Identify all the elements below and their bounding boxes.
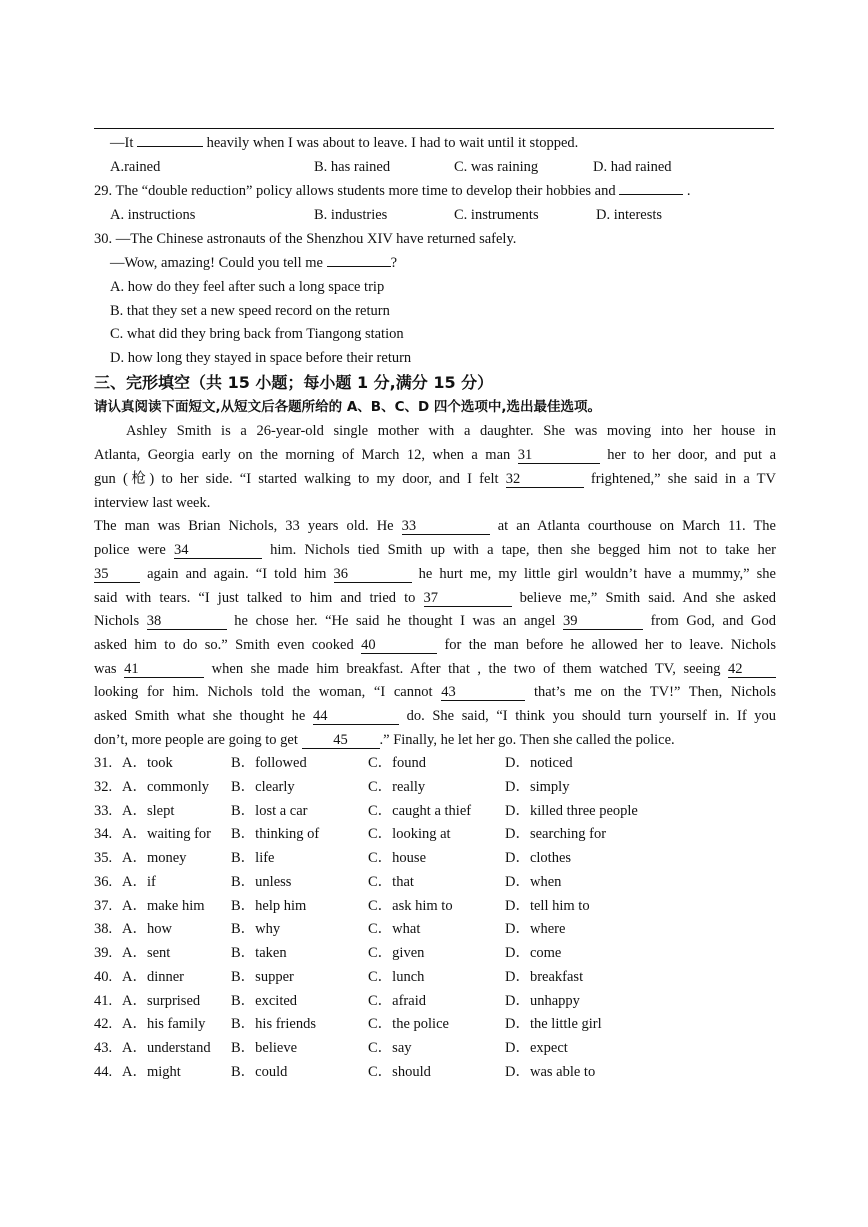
option-a[interactable]: A.rained (110, 159, 161, 175)
passage-line: asked Smith what she thought he 44 do. She said, “I think you should turn yourself in. If you (94, 708, 777, 724)
passage-line: gun (枪) to her side. “I started walking to my door, and I felt 32 frightened,” she said in a TV (94, 471, 777, 487)
question-number: 43. (94, 1040, 113, 1056)
option-b[interactable]: B．excited (231, 992, 298, 1009)
option-a[interactable]: A. instructions (110, 207, 196, 223)
question-number: 38. (94, 921, 113, 938)
option-b[interactable]: B. industries (314, 207, 388, 223)
passage-line: don’t, more people are going to get 45 .” Finally, he let her go. Then she called the police. (94, 732, 675, 748)
option-a[interactable]: A．took (122, 755, 173, 771)
passage-line: The man was Brian Nichols, 33 years old. He 33 at an Atlanta courthouse on March 11. The (94, 518, 776, 534)
option-a[interactable]: A．sent (122, 945, 171, 961)
answer-blank[interactable] (327, 266, 391, 267)
question-number: 31. (94, 755, 113, 771)
option-d[interactable]: D．clothes (505, 850, 572, 866)
option-b[interactable]: B．unless (231, 873, 292, 890)
option-d[interactable]: D．the little girl (505, 1016, 602, 1033)
question-number: 41. (94, 992, 113, 1009)
header-rule (94, 128, 774, 129)
blank-34[interactable]: 34 (174, 542, 262, 559)
option-c[interactable]: C. what did they bring back from Tiangong station (110, 326, 404, 342)
blank-40[interactable]: 40 (361, 637, 437, 654)
question-number: 40. (94, 968, 113, 985)
passage-line: said with tears. “I just talked to him and tried to 37 believe me,” Smith said. And she asked (94, 590, 777, 606)
option-a[interactable]: A．dinner (122, 968, 185, 985)
option-b[interactable]: B．why (231, 921, 281, 938)
option-c[interactable]: C．really (368, 778, 426, 795)
option-b[interactable]: B．help him (231, 897, 307, 914)
option-b[interactable]: B. has rained (314, 159, 391, 175)
option-c[interactable]: C．given (368, 945, 425, 961)
option-c[interactable]: C. was raining (454, 159, 539, 175)
option-c[interactable]: C．lunch (368, 968, 425, 985)
blank-45[interactable]: 45 (302, 732, 380, 749)
passage-line: was 41 when she made him breakfast. After that , the two of them watched TV, seeing 42 (94, 659, 776, 679)
option-c[interactable]: C．found (368, 755, 426, 771)
option-d[interactable]: D．when (505, 873, 562, 890)
question-number: 37. (94, 897, 113, 914)
passage-line: police were 34 him. Nichols tied Smith up with a tape, then she begged him not to take her (94, 542, 777, 558)
option-b[interactable]: B．thinking of (231, 826, 320, 843)
option-a[interactable]: A．might (122, 1063, 181, 1080)
passage-line: asked him to do so.” Smith even cooked 40 for the man before he allowed her to leave. Nichols (94, 637, 777, 653)
blank-37[interactable]: 37 (424, 590, 512, 607)
blank-44[interactable]: 44 (313, 708, 399, 725)
option-a[interactable]: A．make him (122, 897, 205, 914)
option-b[interactable]: B．lost a car (231, 802, 308, 819)
blank-31[interactable]: 31 (518, 447, 600, 464)
passage-line: Atlanta, Georgia early on the morning of March 12, when a man 31 her to her door, and put a (94, 447, 777, 463)
option-a[interactable]: A．waiting for (122, 826, 211, 843)
option-a[interactable]: A．his family (122, 1016, 206, 1033)
blank-32[interactable]: 32 (506, 471, 584, 488)
option-c[interactable]: C．ask him to (368, 897, 453, 914)
option-b[interactable]: B．clearly (231, 778, 295, 795)
option-d[interactable]: D. interests (596, 207, 663, 223)
option-d[interactable]: D．come (505, 945, 562, 961)
option-b[interactable]: B．believe (231, 1040, 298, 1056)
option-d[interactable]: D．tell him to (505, 897, 590, 914)
passage-line: Ashley Smith is a 26-year-old single mother with a daughter. She was moving into her house in (126, 423, 776, 439)
option-d[interactable]: D．was able to (505, 1063, 596, 1080)
question-number: 36. (94, 873, 113, 890)
blank-38[interactable]: 38 (147, 613, 227, 630)
question-number: 32. (94, 778, 113, 795)
blank-35[interactable]: 35 (94, 566, 140, 583)
option-b[interactable]: B．could (231, 1063, 288, 1080)
option-d[interactable]: D．expect (505, 1040, 568, 1056)
option-d[interactable]: D．simply (505, 778, 570, 795)
passage-line: Nichols 38 he chose her. “He said he thought I was an angel 39 from God, and God (94, 613, 777, 629)
blank-42[interactable]: 42 (728, 661, 776, 678)
option-a[interactable]: A．surprised (122, 992, 201, 1009)
question-number: 35. (94, 850, 113, 866)
answer-blank[interactable] (137, 146, 203, 147)
option-a[interactable]: A．if (122, 873, 156, 890)
passage-line: interview last week. (94, 495, 211, 511)
option-b[interactable]: B．taken (231, 945, 287, 961)
option-a[interactable]: A．slept (122, 802, 175, 819)
option-c[interactable]: C．that (368, 873, 414, 890)
option-c[interactable]: C．what (368, 921, 421, 938)
option-c[interactable]: C．house (368, 850, 426, 866)
section-instruction: 请认真阅读下面短文,从短文后各题所给的 A、B、C、D 四个选项中,选出最佳选项。 (94, 399, 602, 415)
section-heading: 三、完形填空（共 15 小题；每小题 1 分,满分 15 分） (94, 373, 494, 392)
option-a[interactable]: A. how do they feel after such a long space trip (110, 279, 385, 295)
question-number: 33. (94, 802, 113, 819)
blank-39[interactable]: 39 (563, 613, 643, 630)
option-d[interactable]: D. had rained (593, 159, 672, 175)
option-a[interactable]: A．how (122, 921, 172, 938)
option-d[interactable]: D. how long they stayed in space before their return (110, 350, 412, 366)
option-a[interactable]: A．understand (122, 1040, 211, 1056)
option-d[interactable]: D．searching for (505, 826, 607, 843)
option-c[interactable]: C. instruments (454, 207, 539, 223)
option-c[interactable]: C．afraid (368, 992, 426, 1009)
blank-43[interactable]: 43 (441, 684, 525, 701)
option-c[interactable]: C．looking at (368, 826, 451, 843)
question-number: 39. (94, 945, 113, 961)
passage-line: 35 again and again. “I told him 36 he hurt me, my little girl wouldn’t have a mummy,” she (94, 566, 776, 582)
question-number: 34. (94, 826, 113, 843)
blank-33[interactable]: 33 (402, 518, 490, 535)
option-d[interactable]: D．unhappy (505, 992, 580, 1009)
option-a[interactable]: A．commonly (122, 778, 209, 795)
option-c[interactable]: C．the police (368, 1016, 449, 1033)
answer-blank[interactable] (619, 194, 683, 195)
option-c[interactable]: C．say (368, 1040, 412, 1056)
option-d[interactable]: D．killed three people (505, 802, 638, 819)
question-30-reply: —Wow, amazing! Could you tell me ? (110, 255, 397, 271)
option-b[interactable]: B．life (231, 850, 275, 866)
question-number: 42. (94, 1016, 113, 1033)
option-d[interactable]: D．where (505, 921, 566, 938)
option-a[interactable]: A．money (122, 850, 187, 866)
blank-41[interactable]: 41 (124, 661, 204, 678)
question-number: 44. (94, 1063, 113, 1080)
question-30-stem: 30. —The Chinese astronauts of the Shenzhou XIV have returned safely. (94, 231, 517, 247)
blank-36[interactable]: 36 (334, 566, 412, 583)
question-28-stem: —It heavily when I was about to leave. I had to wait until it stopped. (110, 135, 579, 151)
option-c[interactable]: C．should (368, 1063, 431, 1080)
passage-line: looking for him. Nichols told the woman, “I cannot 43 that’s me on the TV!” Then, Nichols (94, 684, 777, 700)
option-b[interactable]: B．his friends (231, 1016, 316, 1033)
option-b[interactable]: B. that they set a new speed record on the return (110, 303, 390, 319)
option-b[interactable]: B．supper (231, 968, 294, 985)
option-d[interactable]: D．noticed (505, 755, 573, 771)
question-29-stem: 29. The “double reduction” policy allows students more time to develop their hobbies and . (94, 183, 691, 199)
option-b[interactable]: B．followed (231, 755, 307, 771)
option-c[interactable]: C．caught a thief (368, 802, 472, 819)
option-d[interactable]: D．breakfast (505, 968, 584, 985)
